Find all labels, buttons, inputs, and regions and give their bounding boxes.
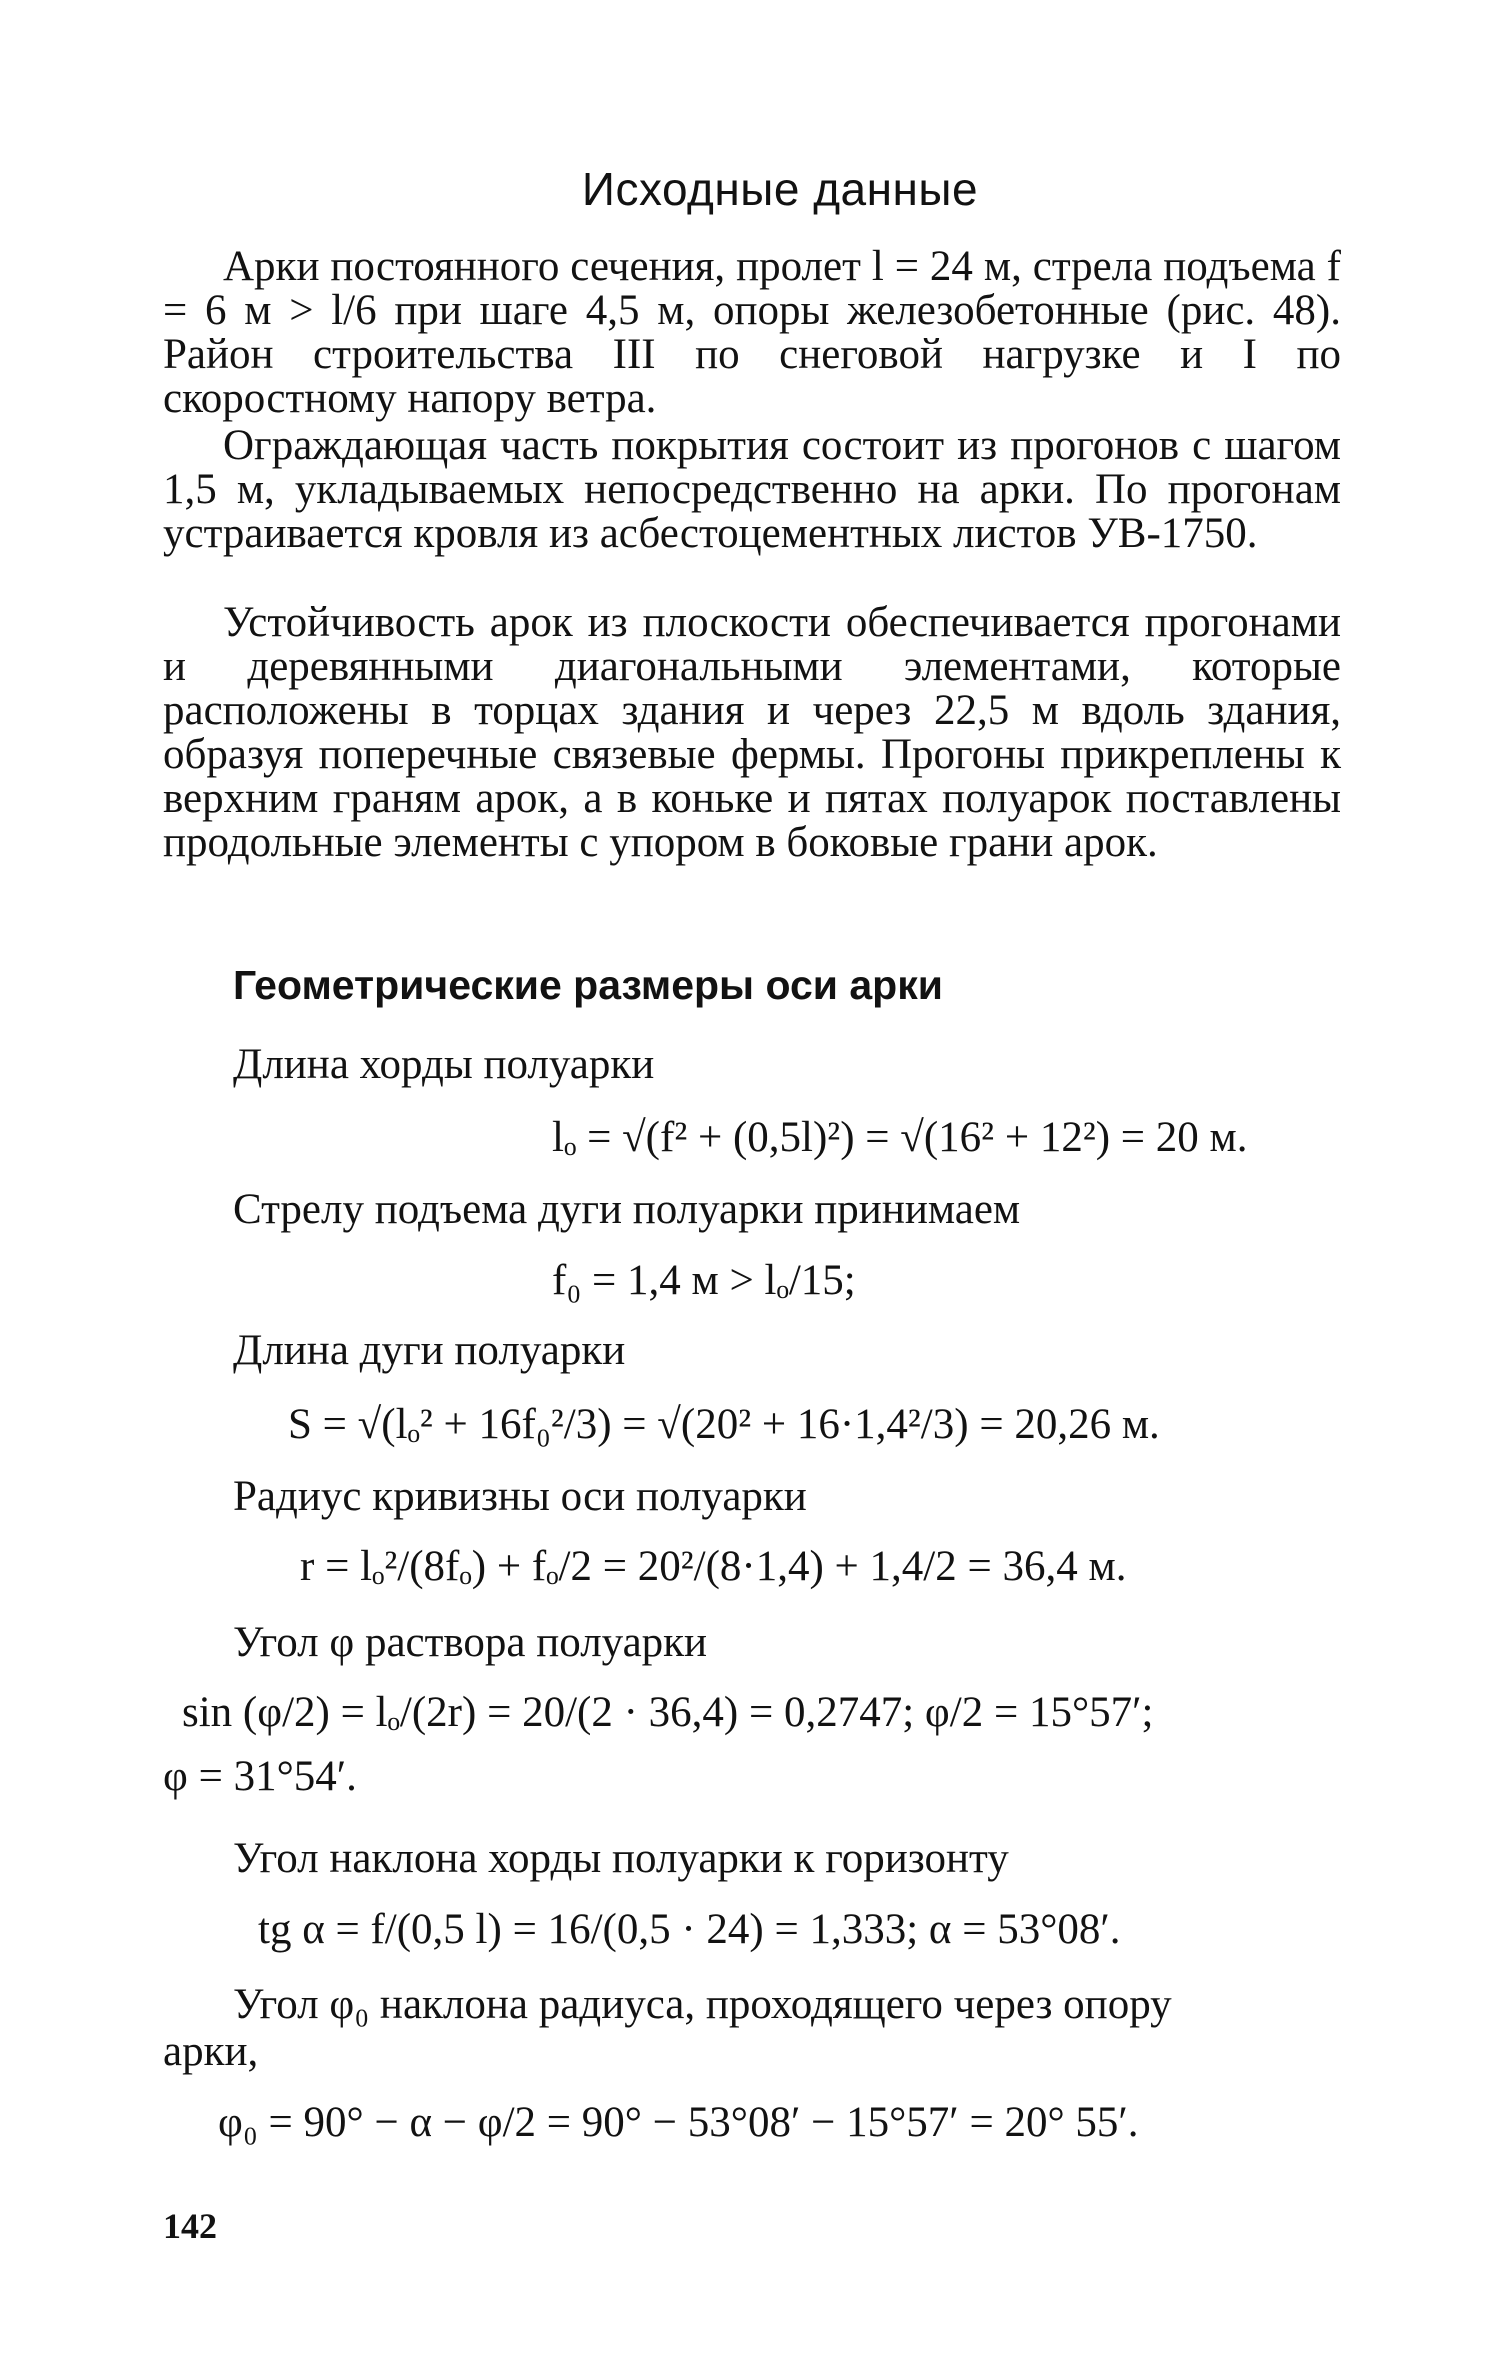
chord-formula: lₒ = √(f² + (0,5l)²) = √(16² + 12²) = 20 м. bbox=[552, 1114, 1248, 1161]
paragraph-text: Арки постоянного сечения, пролет l = 24 м, стрела подъема f = 6 м > l/6 при шаге 4,5 м, опоры железобетонные (рис. 48). Район строительства III по снеговой нагрузке и I по скоростному напору ветра. bbox=[163, 243, 1341, 422]
rise-label: Стрелу подъема дуги полуарки принимаем bbox=[233, 1186, 1021, 1233]
radius-formula: r = lₒ²/(8fₒ) + fₒ/2 = 20²/(8·1,4) + 1,4/2 = 36,4 м. bbox=[300, 1543, 1127, 1590]
phi0-label-line-2: арки, bbox=[163, 2028, 259, 2075]
arc-label: Длина дуги полуарки bbox=[233, 1327, 626, 1374]
paragraph-stability bbox=[163, 601, 1341, 865]
radius-label: Радиус кривизны оси полуарки bbox=[233, 1473, 807, 1520]
paragraph-text: Устойчивость арок из плоскости обеспечивается прогонами и деревянными диагональными элементами, которые расположены в торцах здания и через 22,5 м вдоль здания, образуя поперечные связевые фермы. Прогоны прикреплены к верхним граням арок, а в коньке и пятах полуарок поставлены продольные элементы с упором в боковые грани арок. bbox=[163, 599, 1341, 866]
paragraph-roof-structure bbox=[163, 424, 1341, 556]
incline-label: Угол наклона хорды полуарки к горизонту bbox=[233, 1835, 1009, 1882]
angle-label: Угол φ раствора полуарки bbox=[233, 1619, 708, 1666]
subheading: Геометрические размеры оси арки bbox=[233, 962, 943, 1008]
chord-label: Длина хорды полуарки bbox=[233, 1041, 655, 1088]
incline-formula: tg α = f/(0,5 l) = 16/(0,5 · 24) = 1,333; α = 53°08′. bbox=[258, 1906, 1121, 1953]
section-title: Исходные данные bbox=[581, 163, 979, 215]
rise-formula: f₀ = 1,4 м > lₒ/15; bbox=[552, 1257, 856, 1304]
phi0-formula: φ₀ = 90° − α − φ/2 = 90° − 53°08′ − 15°57′ = 20° 55′. bbox=[218, 2099, 1139, 2146]
page-number: 142 bbox=[163, 2206, 217, 2246]
angle-formula-2: φ = 31°54′. bbox=[163, 1753, 357, 1800]
phi0-label-line-1: Угол φ₀ наклона радиуса, проходящего через опору bbox=[233, 1981, 1172, 2028]
arc-formula: S = √(lₒ² + 16f₀²/3) = √(20² + 16·1,4²/3) = 20,26 м. bbox=[288, 1401, 1160, 1448]
paragraph-initial-data bbox=[163, 245, 1341, 421]
paragraph-text: Ограждающая часть покрытия состоит из прогонов с шагом 1,5 м, укладываемых непосредственно на арки. По прогонам устраивается кровля из асбестоцементных листов УВ-1750. bbox=[163, 422, 1341, 557]
angle-formula-1: sin (φ/2) = lₒ/(2r) = 20/(2 · 36,4) = 0,2747; φ/2 = 15°57′; bbox=[182, 1689, 1154, 1736]
